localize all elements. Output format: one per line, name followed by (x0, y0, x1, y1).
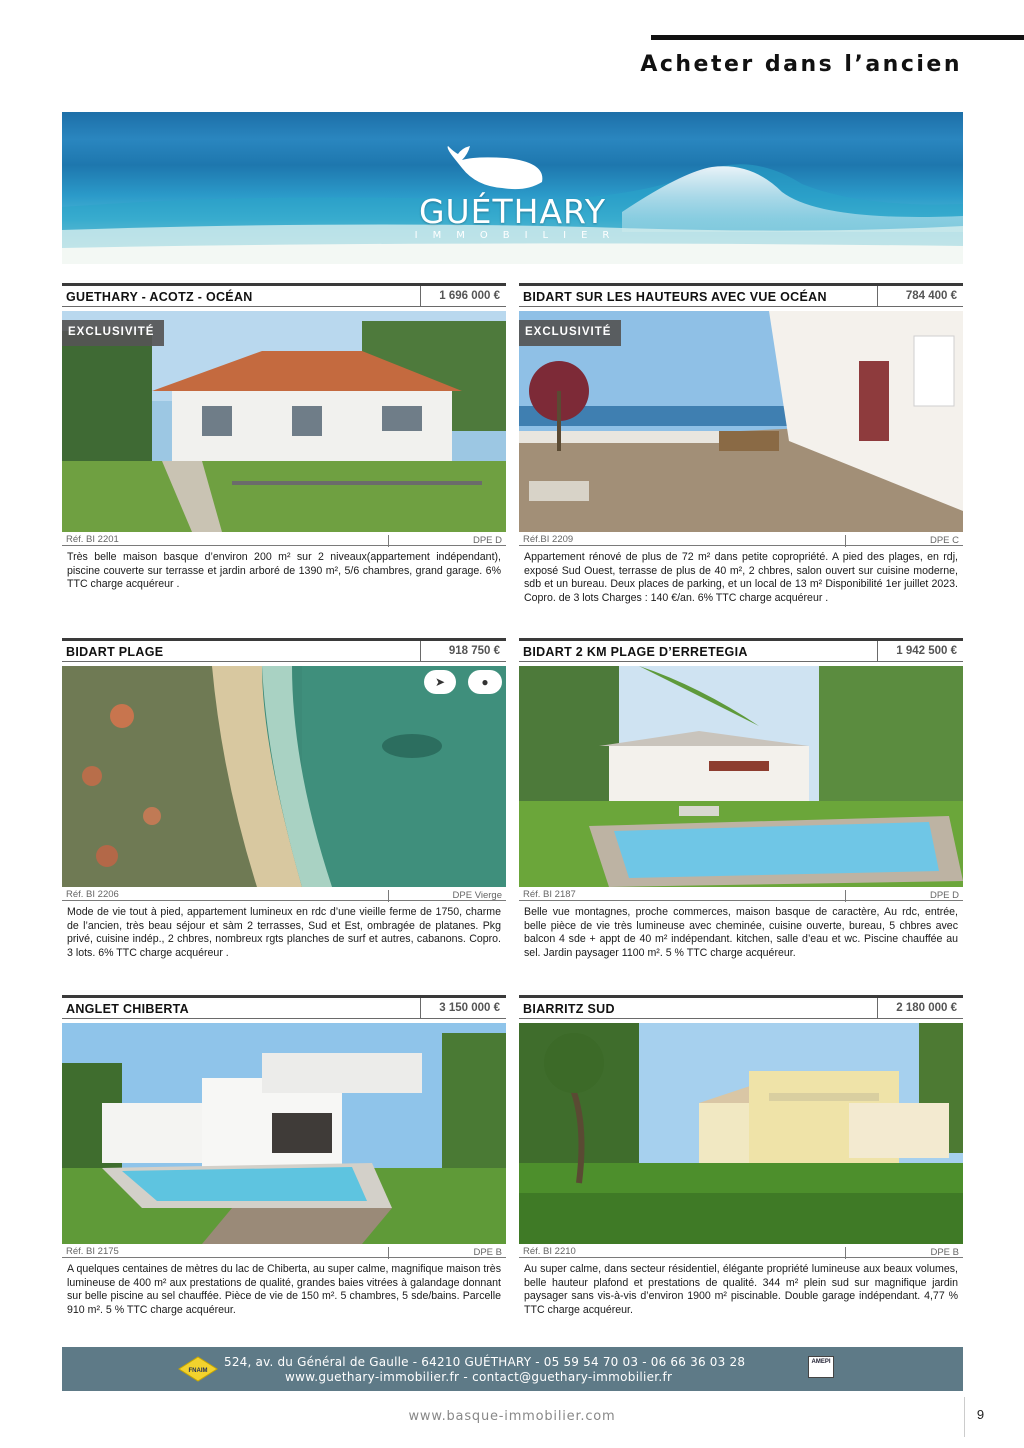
listing-title: BIARRITZ SUD (523, 1002, 615, 1016)
listing-card[interactable] (519, 638, 963, 960)
listing-title: BIDART PLAGE (66, 645, 164, 659)
listing-photo[interactable] (519, 311, 963, 532)
listing-title: GUETHARY - ACOTZ - OCÉAN (66, 290, 253, 304)
listing-dpe: DPE D (388, 535, 502, 547)
brand-subtitle: IMMOBILIER (414, 230, 625, 241)
exclusivity-badge: EXCLUSIVITÉ (519, 320, 621, 346)
exclusivity-badge: EXCLUSIVITÉ (62, 320, 164, 346)
listing-description: Belle vue montagnes, proche commerces, maison basque de caractère, Au rdc, entrée, belle pièce de vie très lumineuse avec cheminée, cuisine ouverte, bureau, 5 chbres avec balcon 4 sde + appt de 40 m² indépendant. kitchen, salle d’eau et wc. Piscine chauffée au sel. Jardin paysager 1100 m². 5 % TTC charge acquéreur. (524, 906, 958, 959)
listing-title: BIDART SUR LES HAUTEURS AVEC VUE OCÉAN (523, 290, 827, 304)
agency-address-phone: 524, av. du Général de Gaulle - 64210 GUÉTHARY - 05 59 54 70 03 - 06 66 36 03 28 (224, 1355, 746, 1369)
listing-description: A quelques centaines de mètres du lac de Chiberta, au super calme, magnifique maison très lumineuse de 400 m² aux prestations de qualité, grandes baies vitrées à galandage donnant sur belle piscine au sel chauffée. Pièce de vie de 150 m². 5 chambres, 5 sde/bains. Parcelle 910 m². 5 % TTC charge acquéreur. (67, 1263, 501, 1316)
listing-price: 918 750 € (420, 641, 506, 661)
listing-price: 3 150 000 € (420, 998, 506, 1018)
listing-description: Appartement rénové de plus de 72 m² dans petite copropriété. A pied des plages, en rdj, exposé Sud Ouest, terrasse de plus de 40 m², 2 chbres, salon ouvert sur cuisine moderne, sdb et un bureau. Deux places de parking, et un local de 13 m² Disponibilité 1er juillet 2023. Copro. de 3 lots Charges : 140 €/an. 6% TTC charge acquéreur . (524, 551, 958, 604)
listing-photo[interactable] (62, 1023, 506, 1244)
section-title: Acheter dans l’ancien (640, 52, 962, 77)
agency-web-email[interactable]: www.guethary-immobilier.fr - contact@guethary-immobilier.fr (285, 1370, 673, 1384)
listing-photo[interactable] (519, 1023, 963, 1244)
brand-name: GUÉTHARY (418, 192, 607, 231)
agency-banner (62, 112, 963, 264)
listing-card[interactable] (519, 283, 963, 605)
listing-card[interactable] (62, 995, 506, 1317)
listing-photo[interactable] (62, 311, 506, 532)
listing-ref: Réf. BI 2187 (523, 889, 576, 900)
whale-logo-icon (448, 146, 543, 189)
amepi-label: AMEPI (811, 1359, 831, 1365)
fnaim-label: FNAIM (188, 1368, 208, 1374)
listing-dpe: DPE Vierge (388, 890, 502, 902)
listing-title: BIDART 2 KM PLAGE D’ERRETEGIA (523, 645, 748, 659)
listing-ref: Réf.BI 2209 (523, 534, 574, 545)
map-view-icon[interactable]: ● (468, 670, 502, 694)
listing-dpe: DPE B (845, 1247, 959, 1259)
listing-description: Mode de vie tout à pied, appartement lumineux en rdc d’une vieille ferme de 1750, charme de l’ancien, très beau séjour et sàm 2 terrasses, Sud et Est, ombragée de platanes. Pkg privé, cuisine indép., 2 chbres, nombreux rgts planches de surf et autres, cabanons. Copro. 3 lots. 6% TTC charge acquéreur . (67, 906, 501, 959)
listing-ref: Réf. BI 2210 (523, 1246, 576, 1257)
page-number: 9 (964, 1397, 996, 1437)
listing-price: 1 942 500 € (877, 641, 963, 661)
website-url[interactable]: www.basque-immobilier.com (408, 1409, 616, 1424)
listing-title: ANGLET CHIBERTA (66, 1002, 190, 1016)
listing-dpe: DPE B (388, 1247, 502, 1259)
listing-photo[interactable] (519, 666, 963, 887)
listing-dpe: DPE C (845, 535, 959, 547)
listing-card[interactable] (62, 283, 506, 592)
listing-dpe: DPE D (845, 890, 959, 902)
amepi-logo-icon (808, 1356, 834, 1378)
listing-description: Au super calme, dans secteur résidentiel, élégante propriété lumineuse aux beaux volumes, belle hauteur plafond et prestations de qualité. 344 m² plein sud sur magnifique jardin paysager sans vis-à-vis d’environ 1900 m² piscinable. Double garage indépendant. 4,77 % TTC charge acquéreur. (524, 1263, 958, 1316)
listing-description: Très belle maison basque d’environ 200 m² sur 2 niveaux(appartement indépendant), piscine couverte sur terrasse et jardin arboré de 1390 m², 5/6 chambres, grand garage. 6% TTC charge acquéreur . (67, 551, 501, 591)
fnaim-logo-icon (178, 1356, 218, 1382)
listing-ref: Réf. BI 2175 (66, 1246, 119, 1257)
navigate-map-icon[interactable]: ➤ (424, 670, 456, 694)
listing-price: 2 180 000 € (877, 998, 963, 1018)
header-rule (651, 35, 1024, 40)
listing-card[interactable] (519, 995, 963, 1317)
listing-price: 1 696 000 € (420, 286, 506, 306)
wave-illustration (62, 112, 963, 264)
listing-photo[interactable] (62, 666, 506, 887)
listing-ref: Réf. BI 2206 (66, 889, 119, 900)
listing-card[interactable] (62, 638, 506, 960)
listing-ref: Réf. BI 2201 (66, 534, 119, 545)
listing-price: 784 400 € (877, 286, 963, 306)
